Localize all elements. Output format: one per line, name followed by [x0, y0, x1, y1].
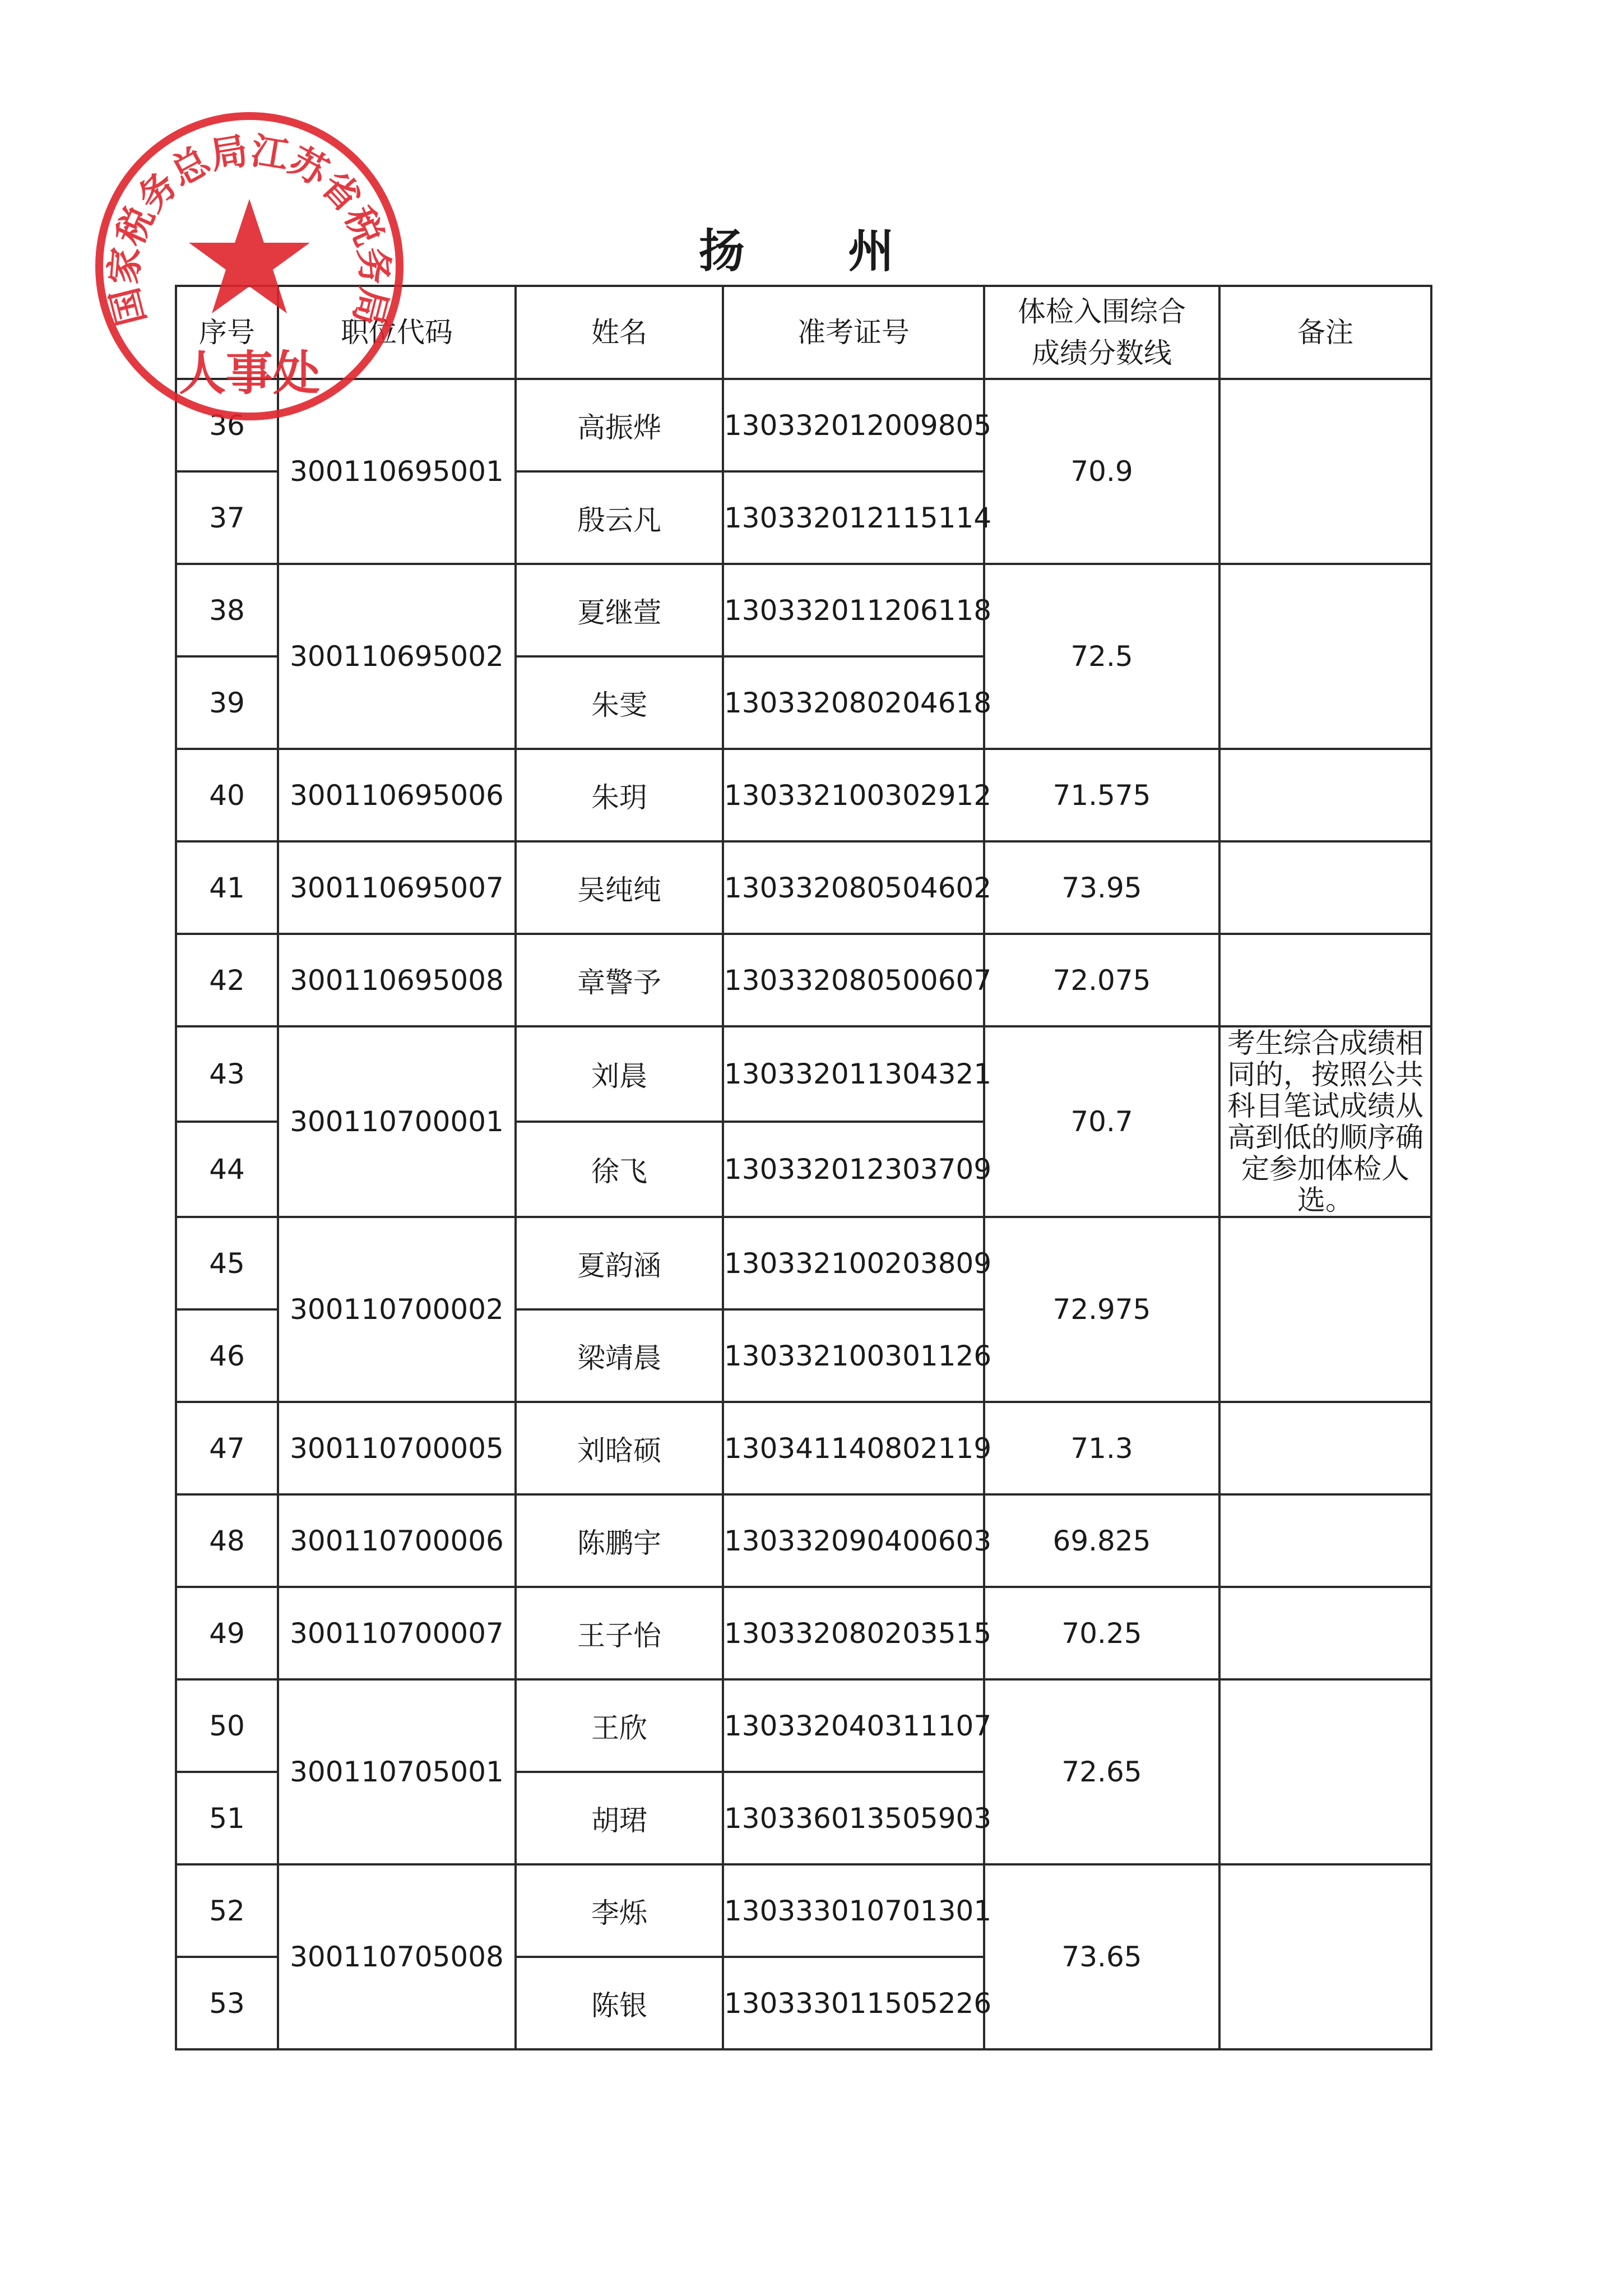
- name-cell: 李烁: [516, 1864, 723, 1957]
- score-cell: 72.5: [984, 564, 1219, 749]
- remark-cell: [1219, 564, 1431, 749]
- page-title: 扬 州: [698, 224, 938, 278]
- ticket-cell: 130332100302912: [723, 749, 984, 841]
- position-code-cell: 300110700006: [278, 1494, 516, 1587]
- seq-cell: 39: [176, 656, 278, 749]
- position-code-cell: 300110700001: [278, 1026, 516, 1217]
- col-header-seq: 序号: [176, 286, 278, 379]
- results-table: [175, 285, 1432, 2050]
- ticket-cell: 130332011304321: [723, 1026, 984, 1122]
- table-row: [176, 1026, 1431, 1122]
- col-header-remark: 备注: [1219, 286, 1431, 379]
- score-cell: 73.65: [984, 1864, 1219, 2049]
- seq-cell: 49: [176, 1587, 278, 1679]
- remark-cell: [1219, 841, 1431, 934]
- ticket-cell: 130333010701301: [723, 1864, 984, 1957]
- name-cell: 朱玥: [516, 749, 723, 841]
- ticket-cell: 130332080203515: [723, 1587, 984, 1679]
- seq-cell: 47: [176, 1402, 278, 1494]
- remark-cell: [1219, 1494, 1431, 1587]
- col-header-ticket: 准考证号: [723, 286, 984, 379]
- position-code-cell: 300110695006: [278, 749, 516, 841]
- seq-cell: 48: [176, 1494, 278, 1587]
- ticket-cell: 130332012303709: [723, 1122, 984, 1217]
- remark-cell: [1219, 1587, 1431, 1679]
- remark-cell: [1219, 1864, 1431, 2049]
- seq-cell: 44: [176, 1122, 278, 1217]
- seq-cell: 36: [176, 379, 278, 471]
- remark-cell: [1219, 749, 1431, 841]
- ticket-cell: 130336013505903: [723, 1772, 984, 1864]
- score-cell: 72.075: [984, 934, 1219, 1026]
- table-row: [176, 1217, 1431, 1309]
- seq-cell: 37: [176, 471, 278, 564]
- name-cell: 刘晨: [516, 1026, 723, 1122]
- name-cell: 高振烨: [516, 379, 723, 471]
- position-code-cell: 300110705008: [278, 1864, 516, 2049]
- ticket-cell: 130332040311107: [723, 1679, 984, 1772]
- name-cell: 王子怡: [516, 1587, 723, 1679]
- seq-cell: 42: [176, 934, 278, 1026]
- table-row: [176, 1587, 1431, 1679]
- table-row: [176, 749, 1431, 841]
- remark-cell: [1219, 1679, 1431, 1864]
- score-cell: 70.7: [984, 1026, 1219, 1217]
- score-cell: 71.3: [984, 1402, 1219, 1494]
- table-row: [176, 1679, 1431, 1772]
- position-code-cell: 300110705001: [278, 1679, 516, 1864]
- score-cell: 73.95: [984, 841, 1219, 934]
- seq-cell: 41: [176, 841, 278, 934]
- table-row: [176, 1402, 1431, 1494]
- name-cell: 刘晗硕: [516, 1402, 723, 1494]
- col-header-position-code: 职位代码: [278, 286, 516, 379]
- table-header-row: [176, 286, 1431, 379]
- position-code-cell: 300110695007: [278, 841, 516, 934]
- ticket-cell: 130333011505226: [723, 1957, 984, 2049]
- ticket-cell: 130332080504602: [723, 841, 984, 934]
- name-cell: 夏韵涵: [516, 1217, 723, 1309]
- table-body: [176, 379, 1431, 2049]
- remark-cell: [1219, 379, 1431, 564]
- score-cell: 72.975: [984, 1217, 1219, 1402]
- position-code-cell: 300110695002: [278, 564, 516, 749]
- seq-cell: 38: [176, 564, 278, 656]
- seal-dept: 人事处: [178, 345, 321, 401]
- ticket-cell: 130332080500607: [723, 934, 984, 1026]
- seq-cell: 52: [176, 1864, 278, 1957]
- seq-cell: 50: [176, 1679, 278, 1772]
- name-cell: 陈鹏宇: [516, 1494, 723, 1587]
- seq-cell: 43: [176, 1026, 278, 1122]
- table-row: [176, 564, 1431, 656]
- score-cell: 70.9: [984, 379, 1219, 564]
- position-code-cell: 300110700005: [278, 1402, 516, 1494]
- name-cell: 梁靖晨: [516, 1309, 723, 1402]
- table-row: [176, 841, 1431, 934]
- score-cell: 71.575: [984, 749, 1219, 841]
- ticket-cell: 130332012009805: [723, 379, 984, 471]
- table-row: [176, 934, 1431, 1026]
- col-header-score: 体检入围综合成绩分数线: [984, 286, 1219, 379]
- position-code-cell: 300110695001: [278, 379, 516, 564]
- name-cell: 胡珺: [516, 1772, 723, 1864]
- score-cell: 69.825: [984, 1494, 1219, 1587]
- col-header-name: 姓名: [516, 286, 723, 379]
- name-cell: 殷云凡: [516, 471, 723, 564]
- ticket-cell: 130332011206118: [723, 564, 984, 656]
- ticket-cell: 130332100301126: [723, 1309, 984, 1402]
- seq-cell: 53: [176, 1957, 278, 2049]
- seq-cell: 40: [176, 749, 278, 841]
- name-cell: 朱雯: [516, 656, 723, 749]
- position-code-cell: 300110695008: [278, 934, 516, 1026]
- seq-cell: 51: [176, 1772, 278, 1864]
- remark-cell: [1219, 1217, 1431, 1402]
- table-row: [176, 1494, 1431, 1587]
- remark-cell: [1219, 934, 1431, 1026]
- ticket-cell: 130332100203809: [723, 1217, 984, 1309]
- score-cell: 70.25: [984, 1587, 1219, 1679]
- table-row: [176, 379, 1431, 471]
- seal-text: 国家税务总局江苏省税务局: [101, 128, 397, 330]
- ticket-cell: 130332090400603: [723, 1494, 984, 1587]
- ticket-cell: 130332012115114: [723, 471, 984, 564]
- name-cell: 陈银: [516, 1957, 723, 2049]
- table-row: [176, 1864, 1431, 1957]
- name-cell: 夏继萱: [516, 564, 723, 656]
- remark-cell: 考生综合成绩相同的，按照公共科目笔试成绩从高到低的顺序确定参加体检人选。: [1219, 1026, 1431, 1217]
- seq-cell: 46: [176, 1309, 278, 1402]
- name-cell: 吴纯纯: [516, 841, 723, 934]
- name-cell: 章警予: [516, 934, 723, 1026]
- name-cell: 王欣: [516, 1679, 723, 1772]
- ticket-cell: 130332080204618: [723, 656, 984, 749]
- name-cell: 徐飞: [516, 1122, 723, 1217]
- position-code-cell: 300110700007: [278, 1587, 516, 1679]
- position-code-cell: 300110700002: [278, 1217, 516, 1402]
- remark-cell: [1219, 1402, 1431, 1494]
- ticket-cell: 130341140802119: [723, 1402, 984, 1494]
- score-cell: 72.65: [984, 1679, 1219, 1864]
- seq-cell: 45: [176, 1217, 278, 1309]
